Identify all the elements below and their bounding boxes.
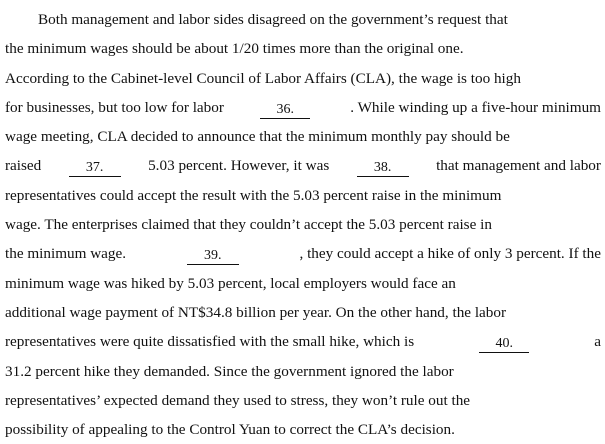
text-segment: the minimum wage. — [5, 245, 127, 263]
text-segment: wage meeting, CLA decided to announce that the minimum monthly pay should be — [5, 128, 510, 146]
passage-line-9 — [5, 239, 601, 268]
passage-line-14 — [5, 386, 601, 415]
passage-line-1 — [5, 5, 601, 34]
passage-line-12 — [5, 327, 601, 356]
blank-39: 39. — [187, 248, 239, 265]
text-segment: 5.03 percent. However, it was — [148, 157, 330, 175]
text-segment: minimum wage was hiked by 5.03 percent, local employers would face an — [5, 274, 456, 292]
passage-line-8 — [5, 210, 601, 239]
passage-line-11 — [5, 298, 601, 327]
text-segment: According to the Cabinet-level Council of Labor Affairs (CLA), the wage is too high — [5, 69, 521, 87]
text-segment: additional wage payment of NT$34.8 billion per year. On the other hand, the labor — [5, 303, 507, 321]
passage-line-13 — [5, 357, 601, 386]
text-segment: Both management and labor sides disagreed on the government’s request that — [38, 11, 508, 28]
blank-40: 40. — [479, 336, 529, 353]
text-segment: representatives were quite dissatisfied with the small hike, which is — [5, 333, 415, 351]
blank-36: 36. — [260, 102, 310, 119]
passage-line-3 — [5, 64, 601, 93]
text-segment: for businesses, but too low for labor — [5, 98, 224, 116]
text-segment: representatives’ expected demand they used to stress, they won’t rule out the — [5, 391, 471, 409]
text-segment: , they could accept a hike of only 3 percent. If the — [299, 245, 601, 263]
blank-38: 38. — [357, 160, 409, 177]
passage-line-5 — [5, 122, 601, 151]
text-segment: that management and labor — [436, 157, 601, 175]
text-segment: possibility of appealing to the Control Yuan to correct the CLA’s decision. — [5, 421, 455, 439]
passage-line-10 — [5, 269, 601, 298]
text-segment: representatives could accept the result with the 5.03 percent raise in the minimum — [5, 186, 502, 204]
passage-line-7 — [5, 181, 601, 210]
passage-line-4 — [5, 93, 601, 122]
blank-37: 37. — [69, 160, 121, 177]
text-segment: . While winding up a five-hour minimum — [346, 98, 601, 116]
text-segment: raised — [5, 157, 42, 175]
text-segment: the minimum wages should be about 1/20 times more than the original one. — [5, 40, 464, 58]
text-segment: 31.2 percent hike they demanded. Since the government ignored the labor — [5, 362, 454, 380]
text-segment: a — [594, 333, 601, 351]
passage-line-6 — [5, 151, 601, 180]
text-segment: wage. The enterprises claimed that they couldn’t accept the 5.03 percent raise in — [5, 216, 492, 234]
passage-line-15 — [5, 415, 601, 444]
passage-line-2 — [5, 34, 601, 63]
